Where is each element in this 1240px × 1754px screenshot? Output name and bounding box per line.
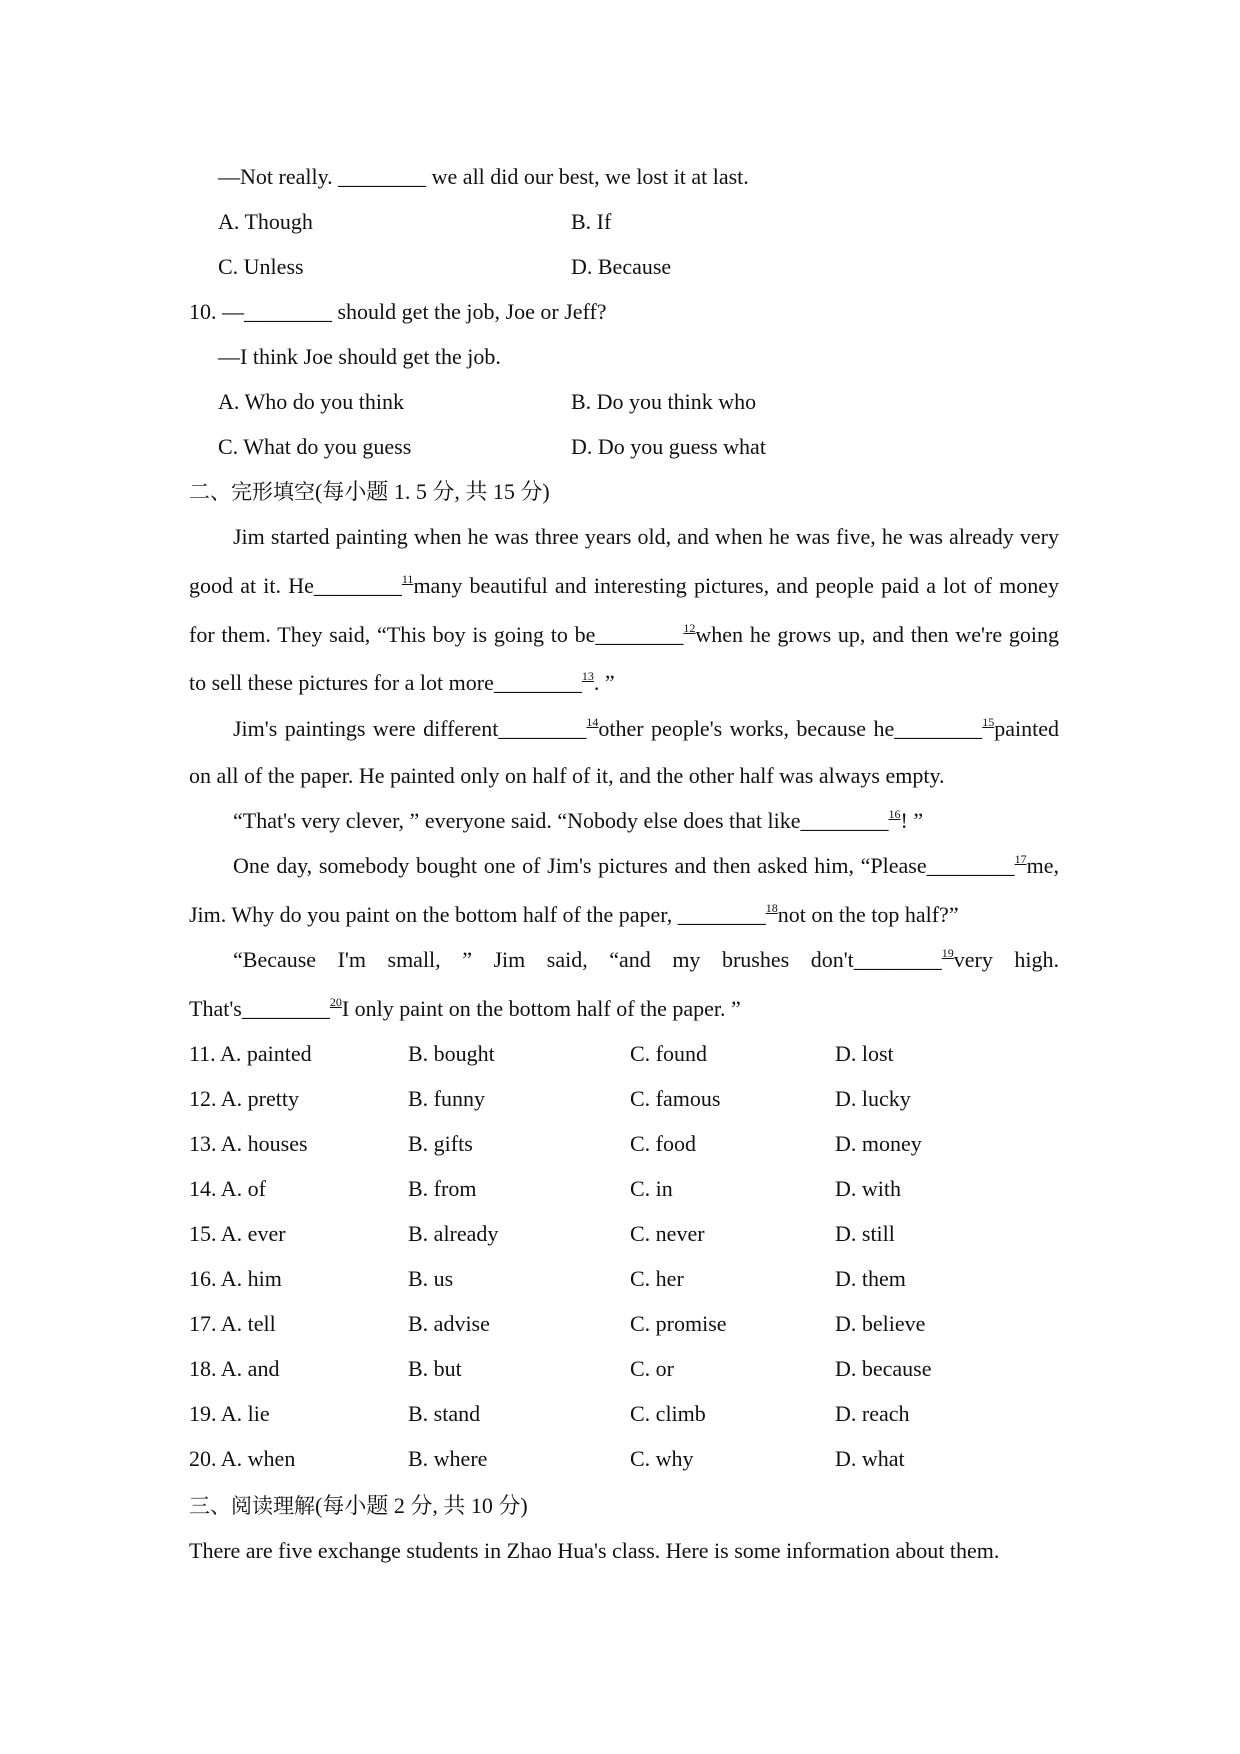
choice-q16-a: 16. A. him <box>189 1266 282 1291</box>
passage-p2-line2: on all of the paper. He painted only on half of it, and the other half was always empty. <box>189 763 945 788</box>
section3-heading-score: (每小题 2 分, 共 10 分) <box>315 1493 528 1518</box>
q9-option-a: A. Though <box>218 209 313 234</box>
q9-answer-line: —Not really. ________ we all did our best, we lost it at last. <box>218 164 749 189</box>
choice-q18-d: D. because <box>835 1356 932 1381</box>
passage-p1-line3: for them. They said, “This boy is going to be________$^{12}$when he grows up, and then we're going <box>189 621 1059 647</box>
passage-p5-line1: “Because I'm small, ” Jim said, “and my brushes don't________$^{19}$very high. <box>233 946 1060 972</box>
choice-q19-c: C. climb <box>630 1401 706 1426</box>
choice-q17-c: C. promise <box>630 1311 727 1336</box>
choice-q11-b: B. bought <box>408 1041 495 1066</box>
passage-p5-line2: That's________$^{20}$I only paint on the bottom half of the paper. ” <box>189 995 741 1021</box>
section2-heading-title: 二、完形填空 <box>189 480 315 504</box>
passage-p1-line4: to sell these pictures for a lot more________$^{13}$. ” <box>189 669 615 695</box>
passage-p4-line2: Jim. Why do you paint on the bottom half of the paper, ________$^{18}$not on the top half?” <box>189 901 959 927</box>
q9-option-b: B. If <box>571 209 612 234</box>
choice-q12-d: D. lucky <box>835 1086 911 1111</box>
passage-p1-line1: Jim started painting when he was three years old, and when he was five, he was already very <box>233 524 1059 549</box>
choice-q19-d: D. reach <box>835 1401 910 1426</box>
choice-q16-d: D. them <box>835 1266 906 1291</box>
choice-q11-d: D. lost <box>835 1041 894 1066</box>
section3-intro: There are five exchange students in Zhao Hua's class. Here is some information about them. <box>189 1538 1000 1563</box>
section2-heading-score: (每小题 1. 5 分, 共 15 分) <box>315 479 550 504</box>
choice-q15-a: 15. A. ever <box>189 1221 286 1246</box>
blank-number-13: 13 <box>581 669 594 683</box>
choice-q17-d: D. believe <box>835 1311 926 1336</box>
choice-q20-d: D. what <box>835 1446 905 1471</box>
choice-q18-c: C. or <box>630 1356 674 1381</box>
choice-q18-a: 18. A. and <box>189 1356 280 1381</box>
section2-heading <box>189 477 550 507</box>
choice-q17-a: 17. A. tell <box>189 1311 276 1336</box>
choice-q11-a: 11. A. painted <box>189 1041 312 1066</box>
choice-q17-b: B. advise <box>408 1311 490 1336</box>
choice-q16-b: B. us <box>408 1266 454 1291</box>
choice-q13-a: 13. A. houses <box>189 1131 308 1156</box>
choice-q15-c: C. never <box>630 1221 705 1246</box>
choice-q18-b: B. but <box>408 1356 462 1381</box>
choice-q12-b: B. funny <box>408 1086 485 1111</box>
section3-heading <box>189 1491 528 1521</box>
choice-q20-c: C. why <box>630 1446 694 1471</box>
blank-number-11: 11 <box>401 572 414 586</box>
q10-option-a: A. Who do you think <box>218 389 404 414</box>
blank-number-20: 20 <box>329 995 342 1009</box>
choice-q13-b: B. gifts <box>408 1131 473 1156</box>
passage-p1-line2: good at it. He________$^{11}$many beautiful and interesting pictures, and people paid a lot of money <box>189 572 1059 598</box>
blank-number-16: 16 <box>888 807 901 821</box>
choice-q11-c: C. found <box>630 1041 707 1066</box>
blank-number-12: 12 <box>683 621 696 635</box>
choice-q14-b: B. from <box>408 1176 477 1201</box>
blank-number-17: 17 <box>1014 852 1027 866</box>
choice-q20-a: 20. A. when <box>189 1446 296 1471</box>
choice-q12-a: 12. A. pretty <box>189 1086 299 1111</box>
choice-q12-c: C. famous <box>630 1086 721 1111</box>
blank-number-18: 18 <box>765 901 778 915</box>
choice-q14-a: 14. A. of <box>189 1176 266 1201</box>
passage-p2-line1: Jim's paintings were different________$^{14}$other people's works, because he________$^{15}$painted <box>233 715 1059 741</box>
choice-q14-c: C. in <box>630 1176 673 1201</box>
blank-number-14: 14 <box>586 715 599 729</box>
choice-q16-c: C. her <box>630 1266 684 1291</box>
blank-number-15: 15 <box>982 715 995 729</box>
q10-answer-line: —I think Joe should get the job. <box>218 344 501 369</box>
q9-option-c: C. Unless <box>218 254 304 279</box>
choice-q15-d: D. still <box>835 1221 895 1246</box>
choice-q13-d: D. money <box>835 1131 922 1156</box>
choice-q14-d: D. with <box>835 1176 901 1201</box>
q9-option-d: D. Because <box>571 254 672 279</box>
q10-option-c: C. What do you guess <box>218 434 412 459</box>
section3-heading-title: 三、阅读理解 <box>189 1494 315 1518</box>
choice-q20-b: B. where <box>408 1446 488 1471</box>
q10-option-d: D. Do you guess what <box>571 434 766 459</box>
choice-q19-b: B. stand <box>408 1401 481 1426</box>
passage-p4-line1: One day, somebody bought one of Jim's pictures and then asked him, “Please________$^{17}$me, <box>233 852 1059 878</box>
blank-number-19: 19 <box>941 946 954 960</box>
choice-q19-a: 19. A. lie <box>189 1401 270 1426</box>
passage-p3: “That's very clever, ” everyone said. “Nobody else does that like________$^{16}$! ” <box>233 807 924 833</box>
q10-question: 10. —________ should get the job, Joe or Jeff? <box>189 299 607 324</box>
choice-q15-b: B. already <box>408 1221 499 1246</box>
choice-q13-c: C. food <box>630 1131 696 1156</box>
q10-option-b: B. Do you think who <box>571 389 757 414</box>
